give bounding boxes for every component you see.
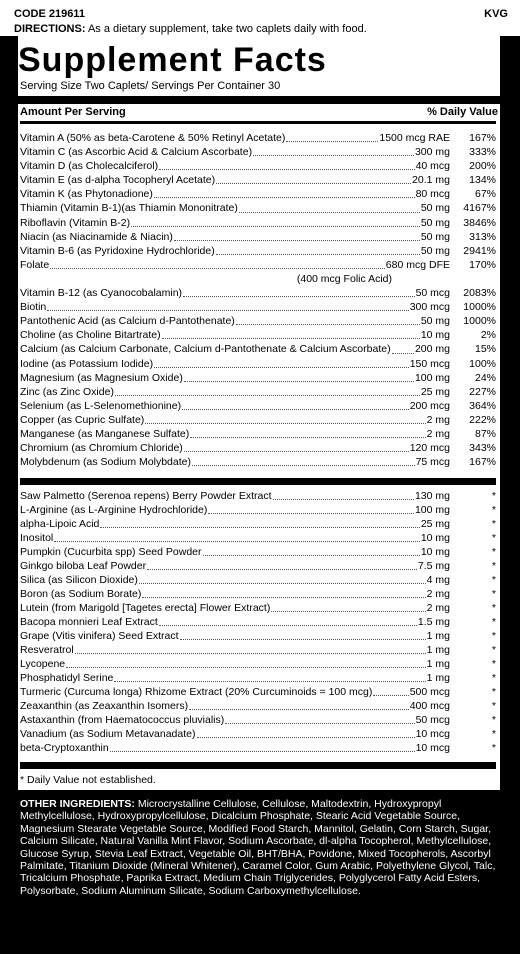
daily-value: * <box>491 560 496 572</box>
nutrient-row <box>20 531 496 545</box>
nutrient-name: Choline (as Choline Bitartrate) <box>20 329 161 342</box>
nutrient-row <box>20 328 496 342</box>
leader-dots <box>180 629 426 640</box>
leader-dots <box>203 545 420 556</box>
nutrient-row <box>20 741 496 755</box>
leader-dots <box>66 657 426 668</box>
leader-dots <box>159 159 414 170</box>
nutrient-amount: 10 mg <box>420 546 450 558</box>
nutrient-name: Lycopene <box>20 658 66 670</box>
daily-value: * <box>491 714 496 726</box>
nutrient-row <box>20 413 496 427</box>
nutrient-name: Magnesium (as Magnesium Oxide) <box>20 371 183 384</box>
product-code: CODE 219611 <box>14 8 85 20</box>
nutrient-name: Pumpkin (Cucurbita spp) Seed Powder <box>20 546 202 558</box>
daily-value: * <box>491 490 496 502</box>
nutrient-amount: 2 mg <box>426 602 450 614</box>
daily-value: 15% <box>474 343 496 356</box>
amount-header: Amount Per Serving <box>20 106 126 118</box>
nutrient-amount: 50 mg <box>420 244 450 257</box>
nutrient-amount: 10 mg <box>420 329 450 342</box>
nutrient-row <box>20 300 496 314</box>
nutrient-amount: 1 mg <box>426 672 450 684</box>
leader-dots <box>100 517 419 528</box>
leader-dots <box>225 713 414 724</box>
leader-dots <box>159 615 417 626</box>
nutrient-row <box>20 399 496 413</box>
leader-dots <box>184 371 414 382</box>
leader-dots <box>131 216 420 227</box>
nutrient-amount: 25 mg <box>420 385 450 398</box>
nutrient-name: Copper (as Cupric Sulfate) <box>20 413 145 426</box>
nutrient-amount: 100 mg <box>414 504 450 516</box>
nutrient-row <box>20 272 496 286</box>
nutrient-row <box>20 727 496 741</box>
nutrient-row <box>20 342 496 356</box>
daily-value: * <box>491 504 496 516</box>
leader-dots <box>110 741 415 752</box>
daily-value: * <box>491 616 496 628</box>
nutrient-name: Pantothenic Acid (as Calcium d-Pantothenate) <box>20 315 235 328</box>
other-rows <box>20 489 496 755</box>
nutrient-amount: 50 mcg <box>415 714 450 726</box>
nutrient-name: Bacopa monnieri Leaf Extract <box>20 616 158 628</box>
leader-dots <box>236 314 420 325</box>
nutrient-row <box>20 314 496 328</box>
nutrient-row <box>20 699 496 713</box>
nutrient-row <box>20 545 496 559</box>
leader-dots <box>239 201 420 212</box>
nutrient-amount: 2 mg <box>426 427 450 440</box>
daily-value: 167% <box>469 132 496 144</box>
nutrient-row <box>20 455 496 469</box>
daily-value: * <box>491 518 496 530</box>
daily-value: * <box>491 728 496 740</box>
nutrient-name: Selenium (as L-Selenomethionine) <box>20 399 182 412</box>
nutrient-amount: 50 mcg <box>415 287 450 300</box>
nutrient-amount: 50 mg <box>420 216 450 229</box>
nutrient-name: Vitamin K (as Phytonadione) <box>20 188 153 201</box>
nutrient-name: Vitamin C (as Ascorbic Acid & Calcium Ascorbate) <box>20 146 253 159</box>
daily-value: * <box>491 602 496 614</box>
nutrient-row <box>20 244 496 258</box>
leader-dots <box>392 342 414 353</box>
nutrient-name: Astaxanthin (from Haematococcus pluvialis) <box>20 714 225 726</box>
daily-value: 24% <box>474 371 496 384</box>
nutrient-name: Vitamin E (as d-alpha Tocopheryl Acetate) <box>20 174 216 187</box>
daily-value: 67% <box>474 188 496 201</box>
nutrient-row <box>20 559 496 573</box>
nutrient-amount: 300 mg <box>414 146 450 159</box>
nutrient-amount: 120 mcg <box>409 442 450 455</box>
nutrient-amount: 2 mg <box>426 588 450 600</box>
nutrient-row <box>20 685 496 699</box>
nutrient-amount: 25 mg <box>420 518 450 530</box>
nutrient-row <box>20 503 496 517</box>
other-ingredients <box>20 798 500 897</box>
nutrient-row <box>20 489 496 503</box>
daily-value: 222% <box>469 413 496 426</box>
nutrient-amount: 500 mcg <box>409 686 450 698</box>
nutrient-name: Lutein (from Marigold [Tagetes erecta] Flower Extract) <box>20 602 271 614</box>
serving-size: Serving Size Two Caplets/ Servings Per Container 30 <box>20 80 281 92</box>
leader-dots <box>273 489 414 500</box>
nutrient-row <box>20 385 496 399</box>
nutrient-amount: 1 mg <box>426 658 450 670</box>
leader-dots <box>184 441 409 452</box>
nutrient-name: Turmeric (Curcuma longa) Rhizome Extract (20% Curcuminoids = 100 mcg) <box>20 686 373 698</box>
nutrient-name: L-Arginine (as L-Arginine Hydrochloride) <box>20 504 208 516</box>
nutrient-amount: 10 mcg <box>415 742 450 754</box>
nutrient-amount: 1 mg <box>426 630 450 642</box>
panel-title: Supplement Facts <box>18 41 327 79</box>
vitamin-rows <box>20 131 496 469</box>
leader-dots <box>253 145 414 156</box>
footnote: * Daily Value not established. <box>20 774 156 786</box>
nutrient-amount: 680 mcg DFE <box>385 258 450 271</box>
leader-dots <box>208 503 414 514</box>
nutrient-row <box>20 657 496 671</box>
daily-value: * <box>491 588 496 600</box>
daily-value: 3846% <box>463 216 496 229</box>
thick-rule-mid <box>20 478 496 485</box>
leader-dots <box>174 230 420 241</box>
nutrient-amount: 10 mcg <box>415 728 450 740</box>
nutrient-row <box>20 629 496 643</box>
nutrient-name: beta-Cryptoxanthin <box>20 742 109 754</box>
nutrient-row <box>20 131 496 145</box>
nutrient-row <box>20 159 496 173</box>
daily-value <box>450 272 496 286</box>
nutrient-amount: 150 mcg <box>409 357 450 370</box>
leader-dots <box>190 427 425 438</box>
nutrient-amount: 200 mcg <box>409 399 450 412</box>
nutrient-name: Saw Palmetto (Serenoa repens) Berry Powder Extract <box>20 490 272 502</box>
nutrient-row <box>20 357 496 371</box>
nutrient-amount: 50 mg <box>420 315 450 328</box>
nutrient-row <box>20 615 496 629</box>
daily-value: * <box>491 644 496 656</box>
nutrient-row <box>20 173 496 187</box>
nutrient-name: Vitamin B-12 (as Cyanocobalamin) <box>20 287 183 300</box>
leader-dots <box>54 531 420 542</box>
nutrient-row <box>20 517 496 531</box>
daily-value: * <box>491 546 496 558</box>
nutrient-amount: 400 mcg <box>409 700 450 712</box>
dv-header: % Daily Value <box>427 106 498 118</box>
daily-value: * <box>491 742 496 754</box>
nutrient-name: Silica (as Silicon Dioxide) <box>20 574 138 586</box>
nutrient-amount: 4 mg <box>426 574 450 586</box>
leader-dots <box>216 173 411 184</box>
nutrient-amount: 50 mg <box>420 202 450 215</box>
leader-dots <box>197 727 415 738</box>
leader-dots <box>182 399 409 410</box>
leader-dots <box>47 300 408 311</box>
nutrient-name: Zinc (as Zinc Oxide) <box>20 385 114 398</box>
daily-value: 100% <box>469 357 496 370</box>
leader-dots <box>271 601 425 612</box>
nutrient-amount: 1.5 mg <box>417 616 450 628</box>
daily-value: 2083% <box>463 287 496 300</box>
nutrient-amount: 300 mcg <box>409 301 450 314</box>
daily-value: 87% <box>474 427 496 440</box>
nutrient-row <box>20 371 496 385</box>
daily-value: 4167% <box>463 202 496 215</box>
nutrient-name: Biotin <box>20 301 47 314</box>
leader-dots <box>216 244 420 255</box>
nutrient-row <box>20 427 496 441</box>
nutrient-name: Iodine (as Potassium Iodide) <box>20 357 154 370</box>
daily-value: 1000% <box>463 301 496 314</box>
nutrient-name: Molybdenum (as Sodium Molybdate) <box>20 456 191 469</box>
daily-value: * <box>491 700 496 712</box>
nutrient-amount: 130 mg <box>414 490 450 502</box>
nutrient-name: Vitamin D (as Cholecalciferol) <box>20 160 159 173</box>
daily-value: * <box>491 630 496 642</box>
daily-value: 167% <box>469 456 496 469</box>
medium-rule <box>20 121 496 124</box>
leader-dots <box>50 258 385 269</box>
nutrient-row <box>20 587 496 601</box>
label-top-strip <box>0 0 520 36</box>
nutrient-amount: 100 mg <box>414 371 450 384</box>
daily-value: 227% <box>469 385 496 398</box>
leader-dots <box>183 286 415 297</box>
directions-label: DIRECTIONS: <box>14 23 86 35</box>
nutrient-amount: 20.1 mg <box>412 174 450 187</box>
daily-value: * <box>491 658 496 670</box>
leader-dots <box>145 413 425 424</box>
nutrient-row <box>20 643 496 657</box>
nutrient-row <box>20 230 496 244</box>
nutrient-name: Calcium (as Calcium Carbonate, Calcium d-Pantothenate & Calcium Ascorbate) <box>20 343 391 356</box>
leader-dots <box>142 587 425 598</box>
nutrient-row <box>20 441 496 455</box>
nutrient-name: Folate <box>20 258 50 271</box>
nutrient-amount: 7.5 mg <box>417 560 450 572</box>
nutrient-name: Chromium (as Chromium Chloride) <box>20 442 183 455</box>
nutrient-name: Inositol <box>20 532 54 544</box>
nutrient-amount: 40 mcg <box>415 160 450 173</box>
daily-value: 200% <box>469 160 496 173</box>
nutrient-row <box>20 216 496 230</box>
nutrient-row <box>20 187 496 201</box>
nutrient-amount: (400 mcg Folic Acid) <box>296 272 392 285</box>
nutrient-row <box>20 145 496 159</box>
leader-dots <box>189 699 409 710</box>
nutrient-name: Grape (Vitis vinifera) Seed Extract <box>20 630 179 642</box>
daily-value: 2% <box>480 329 496 342</box>
nutrient-row <box>20 573 496 587</box>
nutrient-row <box>20 258 496 272</box>
thick-rule-bottom <box>20 762 496 769</box>
thick-rule-top <box>14 96 504 104</box>
leader-dots <box>192 455 415 466</box>
nutrient-amount: 1 mg <box>426 644 450 656</box>
other-ingredients-text: Microcrystalline Cellulose, Cellulose, Maltodextrin, Hydroxypropyl Methylcellulose, Hydroxypropylcellulose, Dicalcium Phosphate, Stearic Acid Vegetable Source, Magnesium Stearate Vegetable Source, Modified Food Starch, Mannitol, Gelatin, Corn Starch, Sugar, Calcium Silicate, Natural Vanilla Mint Flavor, Sodium Ascorbate, dl-alpha Tocopherol, Methylcellulose, Glucose Syrup, Stevia Leaf Extract, Vegetable Oil, BHT/BHA, Povidone, Mixed Tocopherols, Ascorbyl Palmitate, Titanium Dioxide (Mineral Whitener), Caramel Color, Gum Arabic, Polyethylene Glycol, Talc, Tricalcium Phosphate, Paprika Extract, Medium Chain Triglycerides, Polyglycerol Fatty Acid Esters, Polysorbate, Sodium Aluminum Silicate, Sodium Carboxymethylcellulose. <box>20 798 496 897</box>
directions-text: As a dietary supplement, take two caplets daily with food. <box>87 23 367 35</box>
leader-dots <box>154 187 415 198</box>
leader-dots <box>115 385 420 396</box>
daily-value: 134% <box>469 174 496 187</box>
nutrient-row <box>20 286 496 300</box>
leader-dots <box>162 328 420 339</box>
nutrient-name: alpha-Lipoic Acid <box>20 518 100 530</box>
nutrient-name: Vanadium (as Sodium Metavanadate) <box>20 728 196 740</box>
nutrient-amount: 10 mg <box>420 532 450 544</box>
daily-value: * <box>491 532 496 544</box>
brand-code: KVG <box>484 8 508 20</box>
leader-dots <box>147 559 417 570</box>
daily-value: 364% <box>469 399 496 412</box>
daily-value: 343% <box>469 442 496 455</box>
daily-value: 333% <box>469 146 496 159</box>
daily-value: * <box>491 574 496 586</box>
nutrient-name: Boron (as Sodium Borate) <box>20 588 142 600</box>
nutrient-name: Thiamin (Vitamin B-1)(as Thiamin Mononitrate) <box>20 202 238 215</box>
nutrient-amount: 50 mg <box>420 230 450 243</box>
other-ingredients-label: OTHER INGREDIENTS: <box>20 798 135 810</box>
nutrient-name: Riboflavin (Vitamin B-2) <box>20 216 131 229</box>
daily-value: * <box>491 672 496 684</box>
nutrient-name: Phosphatidyl Serine <box>20 672 114 684</box>
nutrient-name: Zeaxanthin (as Zeaxanthin Isomers) <box>20 700 189 712</box>
leader-dots <box>114 671 425 682</box>
nutrient-amount: 1500 mcg RAE <box>379 132 450 144</box>
leader-dots <box>139 573 426 584</box>
nutrient-amount: 80 mcg <box>415 188 450 201</box>
nutrient-amount: 75 mcg <box>415 456 450 469</box>
daily-value: 170% <box>469 258 496 271</box>
nutrient-row <box>20 671 496 685</box>
nutrient-name: Manganese (as Manganese Sulfate) <box>20 427 190 440</box>
leader-dots <box>286 131 378 142</box>
leader-dots <box>154 357 409 368</box>
daily-value: 2941% <box>463 244 496 257</box>
leader-dots <box>373 685 408 696</box>
nutrient-row <box>20 201 496 215</box>
daily-value: * <box>491 686 496 698</box>
nutrient-name: Vitamin B-6 (as Pyridoxine Hydrochloride) <box>20 244 215 257</box>
nutrient-name: Ginkgo biloba Leaf Powder <box>20 560 147 572</box>
nutrient-amount: 2 mg <box>426 413 450 426</box>
nutrient-name: Vitamin A (50% as beta-Carotene & 50% Retinyl Acetate) <box>20 132 286 144</box>
daily-value: 1000% <box>463 315 496 328</box>
directions <box>14 24 514 35</box>
nutrient-name: Resveratrol <box>20 644 74 656</box>
leader-dots <box>75 643 426 654</box>
daily-value: 313% <box>469 230 496 243</box>
nutrient-name: Niacin (as Niacinamide & Niacin) <box>20 230 173 243</box>
nutrient-row <box>20 601 496 615</box>
nutrient-amount: 200 mg <box>414 343 450 356</box>
nutrient-row <box>20 713 496 727</box>
